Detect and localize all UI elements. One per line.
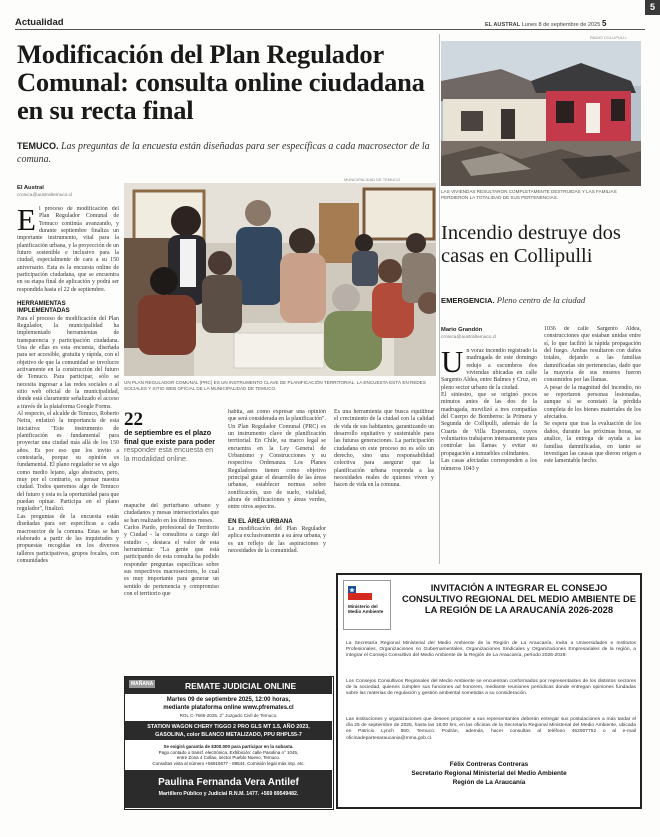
main-col1 (17, 206, 119, 810)
fire-photo-credit: RADIO COLLIPULLI (590, 35, 627, 40)
auction-fine1: Se exigirá garantía de $300.000 para participar en la subasta. (163, 744, 294, 749)
fire-deck (441, 295, 641, 305)
fire-deck-text: Pleno centro de la ciudad (496, 295, 586, 305)
masthead-line (485, 19, 606, 28)
auction-role: Martillero Público y Judicial R.N.M. 1477. +569 89549482. (158, 791, 299, 797)
notice-signer: Félix Contreras Contreras (449, 761, 529, 768)
highlight-text: de septiembre es el plazo final que existe para poder (124, 428, 216, 446)
highlight-rest: responder esta encuesta en la modalidad online. (124, 445, 214, 463)
notice-p2: Los Consejos Consultivos Regionales del Medio Ambiente se encuentran conformados por representantes de los distintos sectores de la sociedad, quienes cumplen sus funciones ad honorem, mediante reuniones periódicas donde entregan opiniones fundadas sobre las materias de regulación y gestión ambiental sometidas a su consideración. (346, 679, 636, 697)
main-headline: Modificación del Plan Regulador Comunal: consulta online ciudadana en su recta final (17, 39, 425, 125)
column-divider (439, 34, 440, 564)
fire-headline: Incendio destruye dos casas en Collipulli (441, 222, 621, 267)
main-subhead-urban: EN EL ÁREA URBANA (228, 517, 293, 525)
main-col3 (228, 409, 326, 674)
highlight-number: 22 (124, 409, 143, 430)
fire-author: Mario Grandón (441, 327, 483, 333)
fire-author-email: cronica@australtemuco.cl (441, 335, 497, 340)
main-kicker: TEMUCO. (17, 141, 59, 151)
paper-name: EL AUSTRAL (485, 22, 521, 28)
fire-col2-body: 1036 de calle Sargento Aldea, construcciones que estaban unidas entre sí, lo que facilitó la rápida propagación del fuego. Ambas resultaron con daños totales, dejando a las familias damnificadas sin pertenencias, dado que la mayoría de sus enseres fueron consumidos por las llamas. A pesar de la magnitud del incendio, no se reportaron personas lesionadas, aunque sí se constató la pérdida completa de los bienes materiales de los afectados. Se espera que tras la evaluación de los daños, durante las próximas horas, se analice, la entrega de ayuda a las familias damnificadas, en tanto se investigan las causas que dieron origen a este lamentable hecho. (544, 326, 641, 465)
auction-item-box (125, 721, 332, 740)
main-subhead-tools: HERRAMIENTAS IMPLEMENTADAS (17, 300, 70, 315)
main-col4-body: Es una herramienta que busca equilibrar el crecimiento de la ciudad con la calidad de vida de sus habitantes, garantizando un desarrollo equitativo y sustentable para las futuras generaciones. La participación ciudadana en este proceso no es sólo un derecho, sino una responsabilidad colectiva para asegurar que la planificación urbana responda a las necesidades reales de quienes viven y hacen de vida en la comuna. (334, 409, 434, 489)
auction-fine3: entre Zona 4 Collao, sector Pueblo Nuevo, Temuco. (176, 755, 281, 761)
fire-photo (441, 41, 641, 186)
main-deck-text: Las preguntas de la encuesta están diseñadas para ser específicas a cada macrosector de la comuna. (17, 141, 430, 165)
ministry-logo (343, 580, 391, 630)
main-author: El Austral (17, 185, 44, 191)
notice-box (336, 573, 642, 809)
main-photo (124, 183, 436, 376)
fire-kicker: EMERGENCIA. (441, 296, 495, 305)
notice-p3: Las instituciones y organizaciones que deseen proponer a sus representantes deberán entregar sus postulaciones a más tardar el día 25 de septiembre de 2025, hasta las 16:00 hrs, en las oficinas de la Secretaría Regional Ministerial del Medio Ambiente, ubicada en Patricio Lynch 550, Temuco. Podrán, además, hacer consultas al teléfono 452907752 o al e-mail oficinadepartesaraucania@mma.gob.cl. (346, 717, 636, 741)
auction-footer (125, 770, 332, 808)
corner-page-badge (645, 0, 660, 15)
burned-houses-photo (441, 41, 641, 186)
main-dropcap: E (17, 206, 36, 237)
auction-line3: ROL C-7565-2025, 2° Juzgado Civil de Temuco. (179, 713, 278, 718)
notice-signer-region: Región de La Araucanía (452, 779, 526, 786)
fire-dropcap: U (441, 348, 464, 379)
fire-col1-body: n voraz incendio registrado la madrugada de este domingo redujo a escombros dos viviendas ubicadas en calle Sargento Aldea, entre Balmes y Cruz, en pleno sector urbano de la ciudad. El siniestro, que se originó pocos minutos antes de las dos de la madrugada, movilizó a tres compañías del Cuerpo de Bomberos: la Primera y Segunda de Collipulli, además de la Cuarta de Villa Esperanza, cuyos voluntarios trabajaron intensamente para controlar las llamas y evitar su propagación a inmuebles colindantes. Las casas afectadas corresponden a los números 1043 y (441, 348, 537, 472)
main-deck (17, 140, 437, 166)
corner-page-number: 5 (649, 2, 655, 12)
auction-fine2: Pago contado o transf. electrónica. Exhibición: calle Pasolina n° 1045, (158, 749, 299, 755)
auction-badge: MAÑANA (131, 681, 154, 687)
notice-signer-role: Secretario Regional Ministerial del Medio Ambiente (411, 770, 567, 777)
page-number: 5 (601, 19, 607, 28)
auction-item-line1: STATION WAGON CHERY TIGGO 2 PRO GLS MT 1.5, AÑO 2023, (147, 724, 310, 730)
auction-line2: mediante plataforma online www.pfremates.cl (163, 705, 294, 711)
auction-ad (124, 676, 334, 810)
auction-fine4: Consultas vista al número +56916677 - 89544. Comisión legal más imp. etc. (152, 760, 305, 766)
auction-item-line2: GASOLINA, color BLANCO METALIZADO, PPU RHPL55-7 (155, 732, 302, 738)
auction-header (125, 677, 332, 694)
meeting-photo (124, 183, 436, 376)
main-col3-body: habita, así como expresar una opinión que será considerada en la planificación". Un Plan Regulador Comunal (PRC) es un instrumento clave de planificación territorial. En Chile, su marco legal se encuentra en la Ley General de Urbanismo y Construcciones y su respectiva Ordenanza. Los Planes Reguladores tienen como objetivo principal guiar el desarrollo de las áreas urbanas, establecer normas sobre zonificación, uso de suelo, vialidad, altura de edificaciones y áreas verdes, entre otros aspectos. (228, 409, 326, 511)
auction-fine-print (125, 744, 332, 766)
main-author-email: cronica@australtemuco.cl (17, 193, 73, 198)
auction-line1: Martes 09 de septiembre 2025, 12:00 horas, (166, 697, 291, 703)
main-col1-intro: l proceso de modificación del Plan Regulador Comunal de Temuco continúa avanzando, y durante septiembre finaliza un importante instrumento, vital para la planificación urbana, y la proyección de un futuro sostenible e inclusivo para la ciudad, especialmente de cara a su 150 aniversario. Esta es la encuesta online de participación ciudadana, que se encuentra en su etapa final de aplicación y podrá ser respondida hasta el 22 de septiembre. (17, 206, 119, 293)
notice-p1: La Secretaría Regional Ministerial del Medio Ambiente de la Región de La Araucanía, invita a Universidades e Institutos Profesionales, Organizaciones no Gubernamentales, Organizaciones Sindicales y Organizaciones Empresariales de la región, a integrar el Consejo Consultivo del Medio Ambiente de la Región de La Araucanía, período 2026-2028. (346, 641, 636, 659)
main-col3-end: La modificación del Plan Regulador aplica exclusivamente a su área urbana, y es un reflejo de las aspiraciones y necesidades de la comunidad. (228, 526, 326, 555)
auction-name: Paulina Fernanda Vera Antilef (158, 777, 299, 788)
fire-photo-caption: LAS VIVIENDAS RESULTARON COMPLETAMENTE DESTRUIDAS Y LAS FAMILIAS PERDIERON LA TOTALIDAD DE SUS PERTENENCIAS. (441, 189, 617, 200)
main-photo-caption: UN PLAN REGULADOR COMUNAL (PRC) ES UN INSTRUMENTO CLAVE DE PLANIFICACIÓN TERRITORIAL. LA ENCUESTA ESTÁ EN REDES SOCIALES Y SITIO WEB OFICIAL DE LA MUNICIPALIDAD DE TEMUCO. (124, 380, 426, 391)
header-rule (15, 29, 645, 30)
fire-col1 (441, 348, 537, 560)
notice-title: INVITACIÓN A INTEGRAR EL CONSEJO CONSULTIVO REGIONAL DEL MEDIO AMBIENTE DE LA REGIÓN DE LA ARAUCANÍA 2026-2028 (401, 582, 637, 615)
main-photo-credit: MUNICIPALIDAD DE TEMUCO (344, 177, 401, 182)
ministry-logo-text: Ministerio del Medio Ambiente (348, 604, 384, 615)
issue-date: Lunes 8 de septiembre de 2025 (521, 22, 601, 28)
main-col2-body: mapuche del periurbano urbano y ciudadanos y mesas intersectoriales que se han realizado en los últimos meses. Carlos Pardo, profesional de Territorio y Ciudad - la consultora a cargo del estudio -, destaca el valor de esta herramienta: "La gente que está participando de esta consulta ha podido responder preguntas específicas sobre sus respectivos macrosectores, lo cual es muy importante para generar un sentido de pertenencia y compromiso con el territorio que (124, 503, 219, 598)
chile-flag-icon (348, 586, 372, 600)
section-label: Actualidad (15, 17, 64, 28)
auction-title: REMATE JUDICIAL ONLINE (185, 681, 297, 691)
notice-signature (338, 760, 640, 787)
main-col1-body: Para el proceso de modificación del Plan Regulador, la municipalidad ha implementado herramientas de transparencia y participación ciudadana. Una de ellas es esta encuesta, diseñada para ser accesible, gratuita y rápida, con el objetivo de que la comunidad se involucre activamente en la construcción del futuro de Temuco. Para participar, sólo se necesita ingresar a las redes sociales o al sitio web oficial de la municipalidad, donde está claramente señalizado el acceso a través de la plataforma Google Forms. Al respecto, el alcalde de Temuco, Roberto Neira, enfatizó la importancia de esta iniciativa: "Este instrumento de planificación es fundamental para proyectar una ciudad más allá de los 150 años. Es por eso que los invito a contestarla, porque su opinión es fundamental. El plano regulador se ve algo como medio lejano, algo abstracto, pero, muy por el contrario, es pensar nuestra ciudad. Todos queremos algo de Temuco del futuro y esta es la oportunidad para que puedan opinar. Participa en el plano regulador", finalizó. Las preguntas de la encuesta están diseñadas para ser específicas a cada macrosector de la comuna. Estas se han elaborado a partir de las inquietudes y propuestas recogidas en los diversos talleres participativos, grupos focales, con comunidades (17, 315, 119, 564)
highlight-box (124, 429, 219, 463)
